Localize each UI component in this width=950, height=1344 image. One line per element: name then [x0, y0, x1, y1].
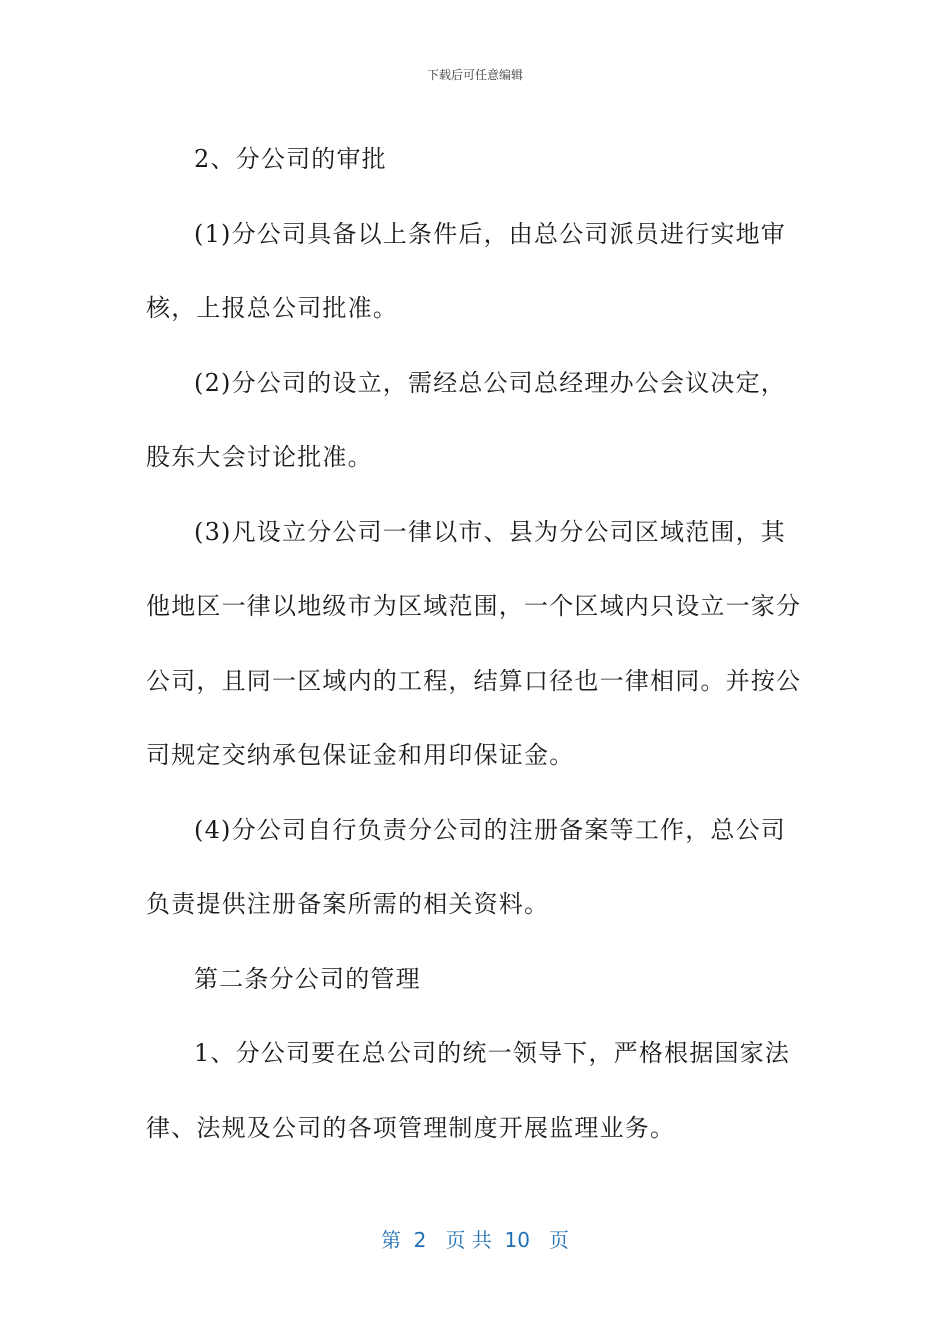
paragraph: (1)分公司具备以上条件后，由总公司派员进行实地审核，上报总公司批准。 [146, 219, 786, 322]
paragraph: (2)分公司的设立，需经总公司总经理办公会议决定，股东大会讨论批准。 [146, 368, 786, 471]
page-number-footer: 第 2 页 共 10 页 [380, 1228, 570, 1252]
paragraph: 1、分公司要在总公司的统一领导下，严格根据国家法律、法规及公司的各项管理制度开展监理业务。 [146, 1039, 791, 1142]
article-heading: 第二条分公司的管理 [194, 964, 421, 993]
document-body [146, 122, 806, 1165]
page-header: 下载后可任意编辑 [426, 68, 523, 82]
section-heading: 2、分公司的审批 [194, 145, 387, 173]
paragraph: (4)分公司自行负责分公司的注册备案等工作，总公司负责提供注册备案所需的相关资料。 [146, 815, 786, 918]
paragraph: (3)凡设立分公司一律以市、县为分公司区域范围，其他地区一律以地级市为区域范围，一个区域内只设立一家分公司，且同一区域内的工程，结算口径也一律相同。并按公司规定交纳承包保证金和用印保证金。 [146, 517, 802, 769]
